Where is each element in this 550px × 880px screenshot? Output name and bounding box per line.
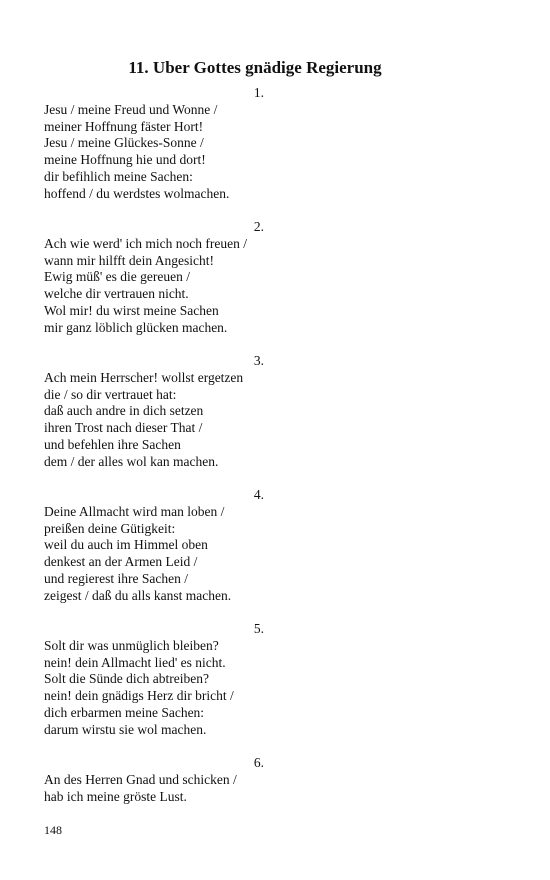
verse-line: nein! dein gnädigs Herz dir bricht / xyxy=(44,688,234,704)
stanza-number: 6. xyxy=(253,755,264,770)
verse-line: wann mir hilfft dein Angesicht! xyxy=(44,252,214,268)
stanza-2 xyxy=(44,219,264,337)
verse-line: nein! dein Allmacht lied' es nicht. xyxy=(44,654,226,670)
verse-line: darum wirstu sie wol machen. xyxy=(44,721,207,737)
verse-line: Solt dir was unmüglich bleiben? xyxy=(44,637,219,653)
verse-line: denkest an der Armen Leid / xyxy=(44,554,198,570)
verse-line: preißen deine Gütigkeit: xyxy=(44,520,176,536)
verse-line: mir ganz löblich glücken machen. xyxy=(44,319,228,335)
stanza-6 xyxy=(44,755,264,805)
page-number: 148 xyxy=(44,823,62,837)
stanza-number: 1. xyxy=(253,85,264,100)
verse-line: hoffend / du werdstes wolmachen. xyxy=(44,185,230,201)
verse-line: hab ich meine gröste Lust. xyxy=(44,788,187,804)
verse-line: die / so dir vertrauet hat: xyxy=(44,386,177,402)
verse-line: Jesu / meine Glückes-Sonne / xyxy=(44,135,204,151)
verse-line: ihren Trost nach dieser That / xyxy=(44,420,203,436)
stanza-number: 4. xyxy=(253,487,264,502)
verse-line: dich erbarmen meine Sachen: xyxy=(44,704,205,720)
verse-line: Ach mein Herrscher! wollst ergetzen xyxy=(44,369,244,385)
verse-line: An des Herren Gnad und schicken / xyxy=(44,771,237,787)
verse-line: Wol mir! du wirst meine Sachen xyxy=(44,302,219,318)
verse-line: und befehlen ihre Sachen xyxy=(44,436,181,452)
verse-line: Jesu / meine Freud und Wonne / xyxy=(44,101,218,117)
verse-line: Ach wie werd' ich mich noch freuen / xyxy=(44,235,247,251)
verse-line: welche dir vertrauen nicht. xyxy=(44,286,189,302)
verse-line: meiner Hoffnung fäster Hort! xyxy=(44,118,204,134)
stanza-1 xyxy=(44,85,264,203)
verse-line: dem / der alles wol kan machen. xyxy=(44,453,219,469)
stanza-4 xyxy=(44,487,264,605)
verse-line: Solt die Sünde dich abtreiben? xyxy=(44,671,209,687)
verse-line: Ewig müß' es die gereuen / xyxy=(44,269,191,285)
verse-line: meine Hoffnung hie und dort! xyxy=(44,152,206,168)
stanza-number: 3. xyxy=(253,353,264,368)
poem-title: 11. Uber Gottes gnädige Regierung xyxy=(128,58,382,77)
stanza-3 xyxy=(44,353,264,471)
stanza-number: 2. xyxy=(253,219,264,234)
verse-line: Deine Allmacht wird man loben / xyxy=(44,503,225,519)
verse-line: daß auch andre in dich setzen xyxy=(44,403,204,419)
verse-line: und regierest ihre Sachen / xyxy=(44,570,188,586)
verse-line: dir befihlich meine Sachen: xyxy=(44,168,193,184)
verse-line: weil du auch im Himmel oben xyxy=(44,537,208,553)
stanza-number: 5. xyxy=(253,621,264,636)
verse-line: zeigest / daß du alls kanst machen. xyxy=(44,587,232,603)
stanza-5 xyxy=(44,621,264,739)
